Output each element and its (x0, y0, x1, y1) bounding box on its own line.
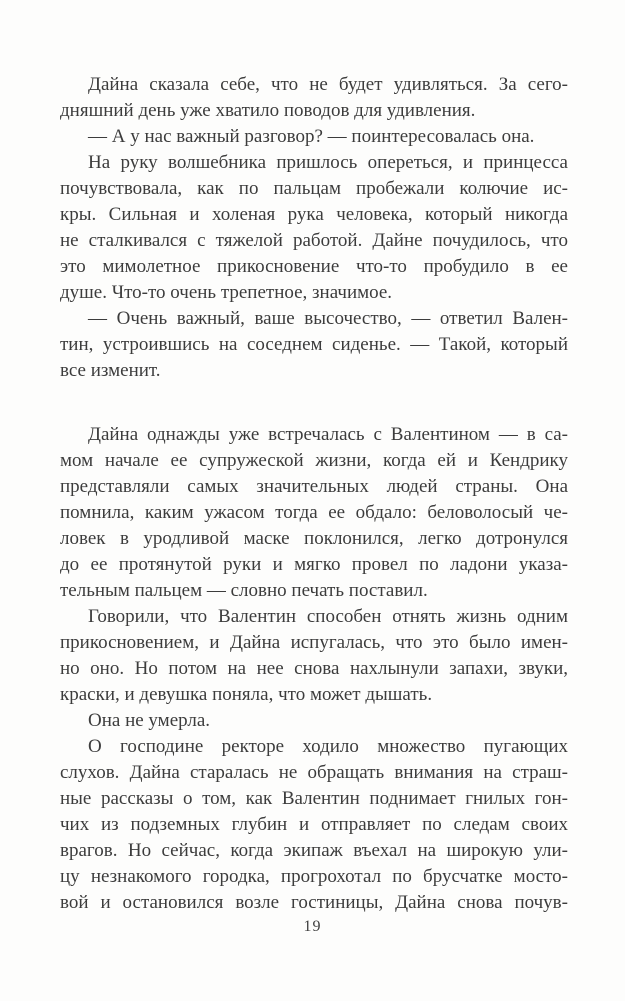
text-line: — А у нас важный разговор? — поинтересовалась она. (88, 126, 535, 147)
text-line: чих из подземных глубин и отправляет по следам своих (60, 814, 568, 835)
paragraph (60, 422, 568, 604)
text-line: слухов. Дайна старалась не обращать внимания на страш- (60, 762, 568, 783)
text-line: тин, устроившись на соседнем сиденье. — Такой, который (60, 334, 568, 355)
text-line: не сталкивался с тяжелой работой. Дайне почудилось, что (60, 230, 568, 251)
text-line: это мимолетное прикосновение что-то пробудило в ее (60, 256, 568, 277)
text-line: Говорили, что Валентин способен отнять жизнь одним (88, 606, 568, 627)
text-line: но оно. Но потом на нее снова нахлынули запахи, звуки, (60, 658, 568, 679)
text-line: помнила, каким ужасом тогда ее обдало: беловолосый че- (60, 502, 568, 523)
text-line: мом начале ее супружеской жизни, когда ей и Кендрику (60, 450, 568, 471)
text-line: О господине ректоре ходило множество пугающих (88, 736, 568, 757)
text-line: На руку волшебника пришлось опереться, и принцесса (88, 152, 568, 173)
text-line: почувствовала, как по пальцам пробежали колючие ис- (60, 178, 568, 199)
text-line: ловек в уродливой маске поклонился, легко дотронулся (60, 528, 568, 549)
text-line: тельным пальцем — словно печать поставил. (60, 580, 428, 601)
text-line: врагов. Но сейчас, когда экипаж въехал на широкую ули- (60, 840, 568, 861)
text-line: кры. Сильная и холеная рука человека, который никогда (60, 204, 568, 225)
text-line: до ее протянутой руки и мягко провел по ладони указа- (60, 554, 568, 575)
paragraph (60, 604, 568, 708)
text-line: все изменит. (60, 360, 161, 381)
text-line: — Очень важный, ваше высочество, — ответил Вален- (88, 308, 568, 329)
paragraph (60, 72, 568, 124)
text-line: цу незнакомого городка, прогрохотал по брусчатке мосто- (60, 866, 568, 887)
text-line: вой и остановился возле гостиницы, Дайна снова почув- (60, 892, 568, 913)
paragraph (60, 708, 568, 734)
text-line: прикосновением, и Дайна испугалась, что это было имен- (60, 632, 568, 653)
page-number: 19 (303, 918, 322, 935)
text-line: Дайна однажды уже встречалась с Валентином — в са- (88, 424, 568, 445)
text-line: дняшний день уже хватило поводов для удивления. (60, 100, 476, 121)
text-line: душе. Что-то очень трепетное, значимое. (60, 282, 393, 303)
text-block (60, 72, 568, 916)
paragraph (60, 124, 568, 150)
paragraph (60, 150, 568, 306)
text-line: представляли самых значительных людей страны. Она (60, 476, 568, 497)
text-line: Она не умерла. (88, 710, 211, 731)
text-line: краски, и девушка поняла, что может дышать. (60, 684, 433, 705)
text-line: Дайна сказала себе, что не будет удивляться. За сего- (88, 74, 568, 95)
paragraph (60, 306, 568, 384)
paragraph (60, 734, 568, 916)
text-line: ные рассказы о том, как Валентин поднимает гнилых гон- (60, 788, 568, 809)
